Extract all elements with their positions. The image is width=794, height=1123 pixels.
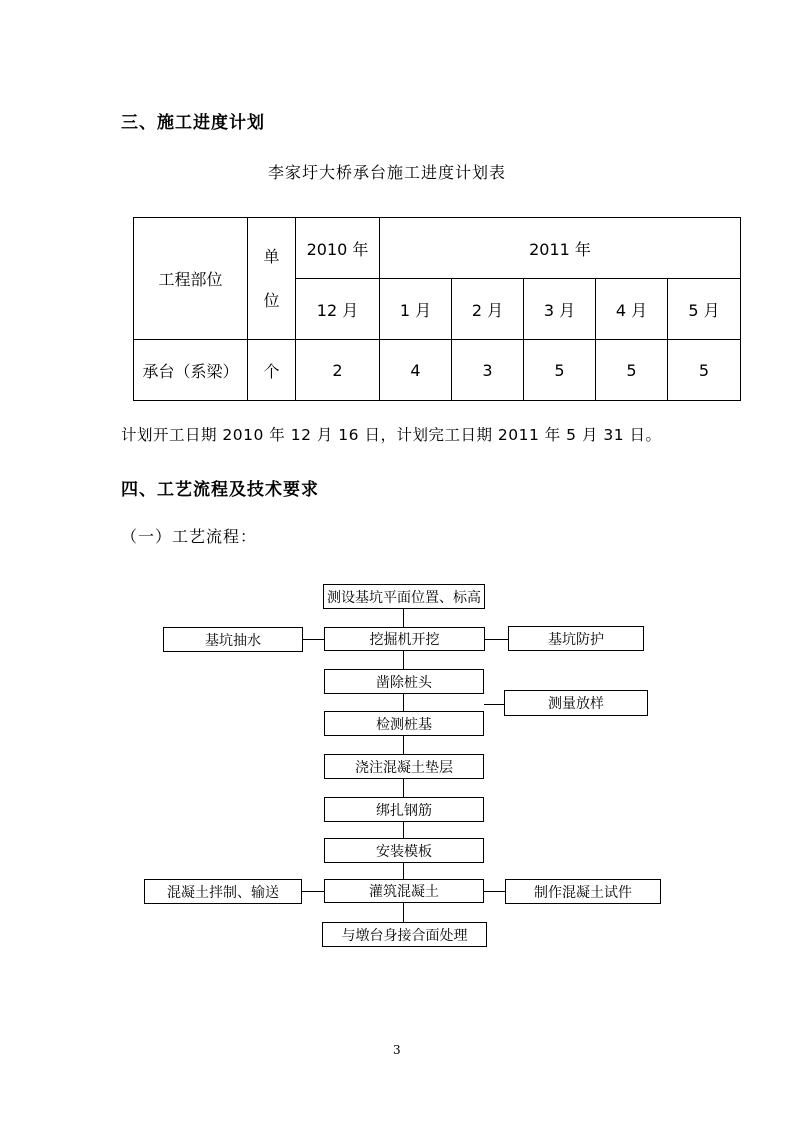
header-month: 12 月 <box>296 279 380 340</box>
header-unit-char-2: 位 <box>263 290 280 310</box>
schedule-table <box>133 217 741 401</box>
side-step-concrete-mixing: 混凝土拌制、输送 <box>144 879 302 904</box>
row-value: 2 <box>296 340 380 401</box>
connector <box>484 891 505 892</box>
flow-step: 浇注混凝土垫层 <box>324 754 484 779</box>
row-part: 承台（系梁） <box>134 340 248 401</box>
flow-step: 绑扎钢筋 <box>324 797 484 822</box>
page-number: 3 <box>393 1043 401 1057</box>
header-month: 1 月 <box>380 279 452 340</box>
row-unit: 个 <box>248 340 296 401</box>
connector <box>403 608 404 628</box>
flow-step: 与墩台身接合面处理 <box>322 922 487 947</box>
connector <box>484 704 505 705</box>
header-unit <box>248 218 296 340</box>
header-month: 3 月 <box>524 279 596 340</box>
header-month: 2 月 <box>452 279 524 340</box>
header-month: 4 月 <box>596 279 668 340</box>
flow-step: 安装模板 <box>324 838 484 863</box>
row-value: 4 <box>380 340 452 401</box>
side-step-dewater: 基坑抽水 <box>163 627 303 652</box>
side-step-survey: 测量放样 <box>504 690 648 716</box>
connector <box>303 639 324 640</box>
table-title: 李家圩大桥承台施工进度计划表 <box>268 163 507 182</box>
header-year-2011: 2011 年 <box>380 218 741 279</box>
connector <box>403 736 404 755</box>
flow-step: 凿除桩头 <box>324 669 484 694</box>
connector <box>403 822 404 839</box>
flow-step: 挖掘机开挖 <box>324 627 485 651</box>
connector <box>403 863 404 880</box>
flow-step: 灌筑混凝土 <box>324 879 484 903</box>
row-value: 5 <box>524 340 596 401</box>
section-4-heading: 四、工艺流程及技术要求 <box>121 480 319 500</box>
header-month: 5 月 <box>668 279 741 340</box>
connector <box>403 779 404 798</box>
row-value: 3 <box>452 340 524 401</box>
header-unit-char-1: 单 <box>263 246 280 266</box>
connector <box>302 891 324 892</box>
connector <box>403 694 404 711</box>
side-step-test-specimen: 制作混凝土试件 <box>505 879 661 904</box>
table-row <box>134 340 741 401</box>
subsection-1-heading: （一）工艺流程： <box>121 527 258 546</box>
schedule-note: 计划开工日期 2010 年 12 月 16 日，计划完工日期 2011 年 5 月 31 日。 <box>121 426 662 444</box>
header-year-2010: 2010 年 <box>296 218 380 279</box>
header-part: 工程部位 <box>134 218 248 340</box>
connector <box>403 650 404 670</box>
flow-step: 检测桩基 <box>324 711 484 736</box>
side-step-pit-protection: 基坑防护 <box>508 626 644 651</box>
row-value: 5 <box>668 340 741 401</box>
row-value: 5 <box>596 340 668 401</box>
connector <box>484 639 508 640</box>
flow-step: 测设基坑平面位置、标高 <box>323 584 485 609</box>
connector <box>403 903 404 923</box>
section-3-heading: 三、施工进度计划 <box>121 113 265 133</box>
